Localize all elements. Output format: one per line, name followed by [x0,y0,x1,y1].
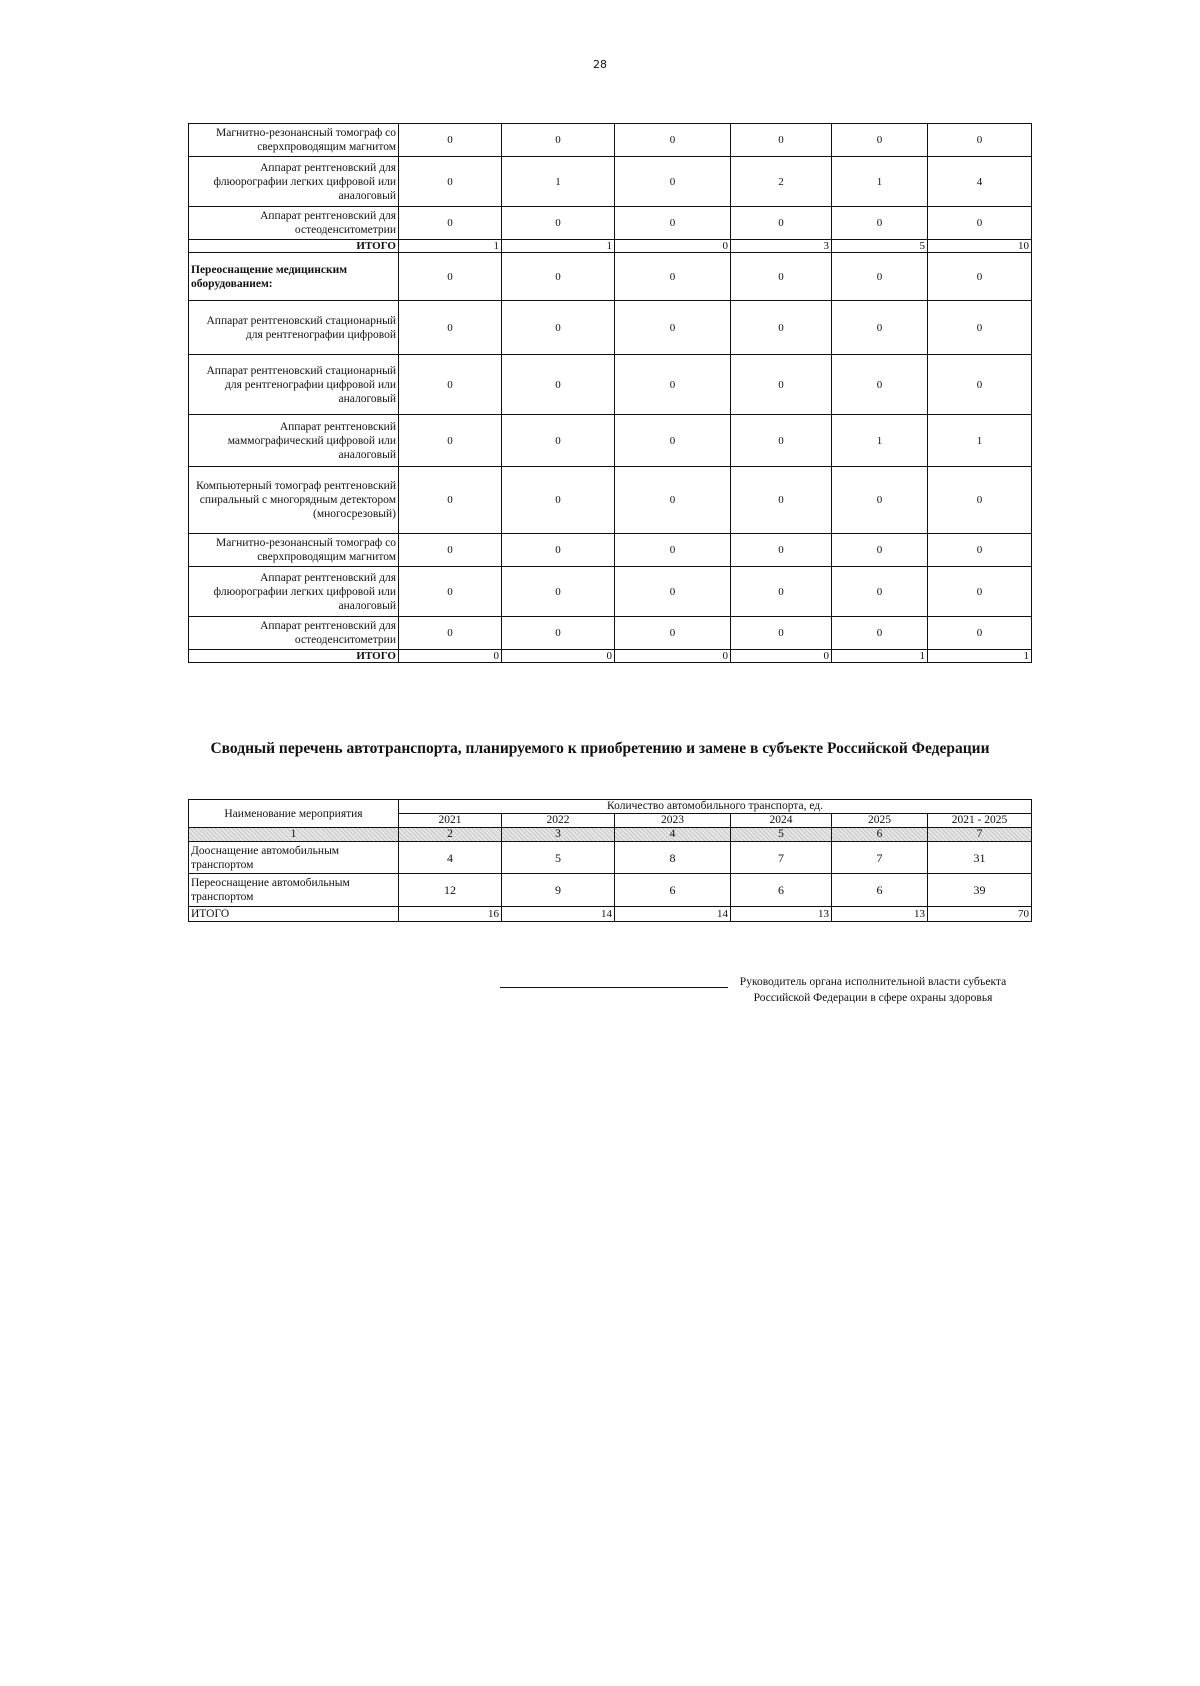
cell-value: 0 [928,301,1032,355]
cell-value: 0 [731,567,832,617]
cell-value: 8 [615,842,731,874]
cell-value: 0 [502,124,615,157]
column-header-year: 2022 [502,814,615,828]
cell-value: 0 [832,534,928,567]
cell-value: 0 [731,467,832,534]
cell-value: 0 [731,124,832,157]
cell-value: 0 [731,617,832,650]
cell-value: 0 [502,207,615,240]
table-row [189,874,1032,907]
cell-value: 0 [502,617,615,650]
total-row [189,240,1032,253]
cell-value: 0 [399,253,502,301]
cell-value: 1 [832,415,928,467]
row-name: Магнитно-резонансный томограф со сверхпроводящим магнитом [189,124,399,157]
cell-value: 0 [502,467,615,534]
column-number: 4 [615,828,731,842]
column-number: 2 [399,828,502,842]
row-name: Аппарат рентгеновский для остеоденситометрии [189,617,399,650]
cell-value: 0 [615,617,731,650]
column-header-year: 2024 [731,814,832,828]
table-row [189,567,1032,617]
cell-value: 0 [832,124,928,157]
column-number: 1 [189,828,399,842]
column-header-year: 2025 [832,814,928,828]
cell-value: 0 [615,253,731,301]
table-row [189,842,1032,874]
cell-value: 0 [502,253,615,301]
cell-value: 0 [832,355,928,415]
total-value: 5 [832,240,928,253]
cell-value: 0 [615,301,731,355]
cell-value: 0 [399,124,502,157]
row-name: Аппарат рентгеновский для флюорографии легких цифровой или аналоговый [189,567,399,617]
cell-value: 6 [731,874,832,907]
cell-value: 0 [731,534,832,567]
cell-value: 0 [928,567,1032,617]
total-value: 16 [399,907,502,922]
column-header-year-total: 2021 - 2025 [928,814,1032,828]
cell-value: 1 [832,157,928,207]
cell-value: 0 [832,617,928,650]
total-row [189,650,1032,663]
cell-value: 0 [928,467,1032,534]
column-header-year: 2021 [399,814,502,828]
cell-value: 0 [928,355,1032,415]
cell-value: 0 [928,534,1032,567]
cell-value: 0 [731,301,832,355]
cell-value: 0 [399,207,502,240]
cell-value: 0 [502,415,615,467]
cell-value: 0 [502,355,615,415]
total-value: 0 [615,240,731,253]
cell-value: 0 [615,355,731,415]
table-row [189,301,1032,355]
cell-value: 6 [832,874,928,907]
cell-value: 7 [731,842,832,874]
cell-value: 0 [928,617,1032,650]
cell-value: 0 [731,253,832,301]
cell-value: 0 [615,567,731,617]
total-value: 14 [615,907,731,922]
column-number: 6 [832,828,928,842]
cell-value: 0 [731,415,832,467]
row-name: Аппарат рентгеновский стационарный для рентгенографии цифровой или аналоговый [189,355,399,415]
total-value: 13 [832,907,928,922]
column-number: 5 [731,828,832,842]
cell-value: 0 [832,567,928,617]
table-row [189,415,1032,467]
total-value: 1 [502,240,615,253]
page-number: 28 [593,58,607,71]
row-name: Аппарат рентгеновский для остеоденситометрии [189,207,399,240]
cell-value: 0 [399,467,502,534]
column-header-name: Наименование мероприятия [189,800,399,828]
cell-value: 5 [502,842,615,874]
total-value: 0 [731,650,832,663]
cell-value: 4 [399,842,502,874]
cell-value: 0 [399,534,502,567]
row-name: Аппарат рентгеновский стационарный для рентгенографии цифровой [189,301,399,355]
cell-value: 7 [832,842,928,874]
cell-value: 0 [399,157,502,207]
row-name: Аппарат рентгеновский для флюорографии легких цифровой или аналоговый [189,157,399,207]
total-value: 3 [731,240,832,253]
signature-line [500,987,728,988]
cell-value: 0 [399,355,502,415]
total-label: ИТОГО [189,907,399,922]
column-number: 3 [502,828,615,842]
table-row [189,124,1032,157]
cell-value: 1 [502,157,615,207]
column-header-year: 2023 [615,814,731,828]
cell-value: 12 [399,874,502,907]
vehicles-table [188,799,1032,922]
cell-value: 9 [502,874,615,907]
row-name: Аппарат рентгеновский маммографический цифровой или аналоговый [189,415,399,467]
cell-value: 0 [832,207,928,240]
table-row [189,467,1032,534]
cell-value: 0 [731,355,832,415]
column-number-row [189,828,1032,842]
row-name: Компьютерный томограф рентгеновский спиральный с многорядным детектором (многосрезовый) [189,467,399,534]
total-value: 1 [928,650,1032,663]
total-value: 0 [502,650,615,663]
cell-value: 0 [928,253,1032,301]
cell-value: 1 [928,415,1032,467]
cell-value: 0 [615,415,731,467]
cell-value: 0 [731,207,832,240]
signature-caption: Руководитель органа исполнительной власти субъекта Российской Федерации в сфере охраны здоровья [739,976,1007,1004]
cell-value: 0 [615,534,731,567]
total-row [189,907,1032,922]
cell-value: 0 [399,301,502,355]
cell-value: 0 [615,207,731,240]
table-row [189,534,1032,567]
cell-value: 2 [731,157,832,207]
total-value: 70 [928,907,1032,922]
cell-value: 0 [832,467,928,534]
cell-value: 0 [615,467,731,534]
cell-value: 39 [928,874,1032,907]
equipment-table [188,123,1032,663]
column-number: 7 [928,828,1032,842]
cell-value: 0 [399,415,502,467]
section-row [189,253,1032,301]
table-row [189,207,1032,240]
cell-value: 31 [928,842,1032,874]
cell-value: 4 [928,157,1032,207]
total-value: 0 [615,650,731,663]
total-value: 1 [399,240,502,253]
row-name: Переоснащение автомобильным транспортом [189,874,399,907]
section-title: Сводный перечень автотранспорта, планируемого к приобретению и замене в субъекте Российской Федерации [210,740,990,757]
cell-value: 0 [399,567,502,617]
table-row [189,157,1032,207]
cell-value: 0 [928,207,1032,240]
table-row [189,617,1032,650]
cell-value: 0 [615,124,731,157]
total-value: 13 [731,907,832,922]
section-heading: Переоснащение медицинским оборудованием: [189,253,399,301]
cell-value: 0 [399,617,502,650]
total-value: 1 [832,650,928,663]
cell-value: 6 [615,874,731,907]
row-name: Магнитно-резонансный томограф со сверхпроводящим магнитом [189,534,399,567]
total-label: ИТОГО [189,650,399,663]
cell-value: 0 [502,534,615,567]
total-value: 0 [399,650,502,663]
table-row [189,355,1032,415]
row-name: Дооснащение автомобильным транспортом [189,842,399,874]
cell-value: 0 [502,567,615,617]
cell-value: 0 [615,157,731,207]
column-header-quantity: Количество автомобильного транспорта, ед. [399,800,1032,814]
cell-value: 0 [928,124,1032,157]
total-label: ИТОГО [189,240,399,253]
cell-value: 0 [832,301,928,355]
total-value: 14 [502,907,615,922]
total-value: 10 [928,240,1032,253]
cell-value: 0 [832,253,928,301]
cell-value: 0 [502,301,615,355]
